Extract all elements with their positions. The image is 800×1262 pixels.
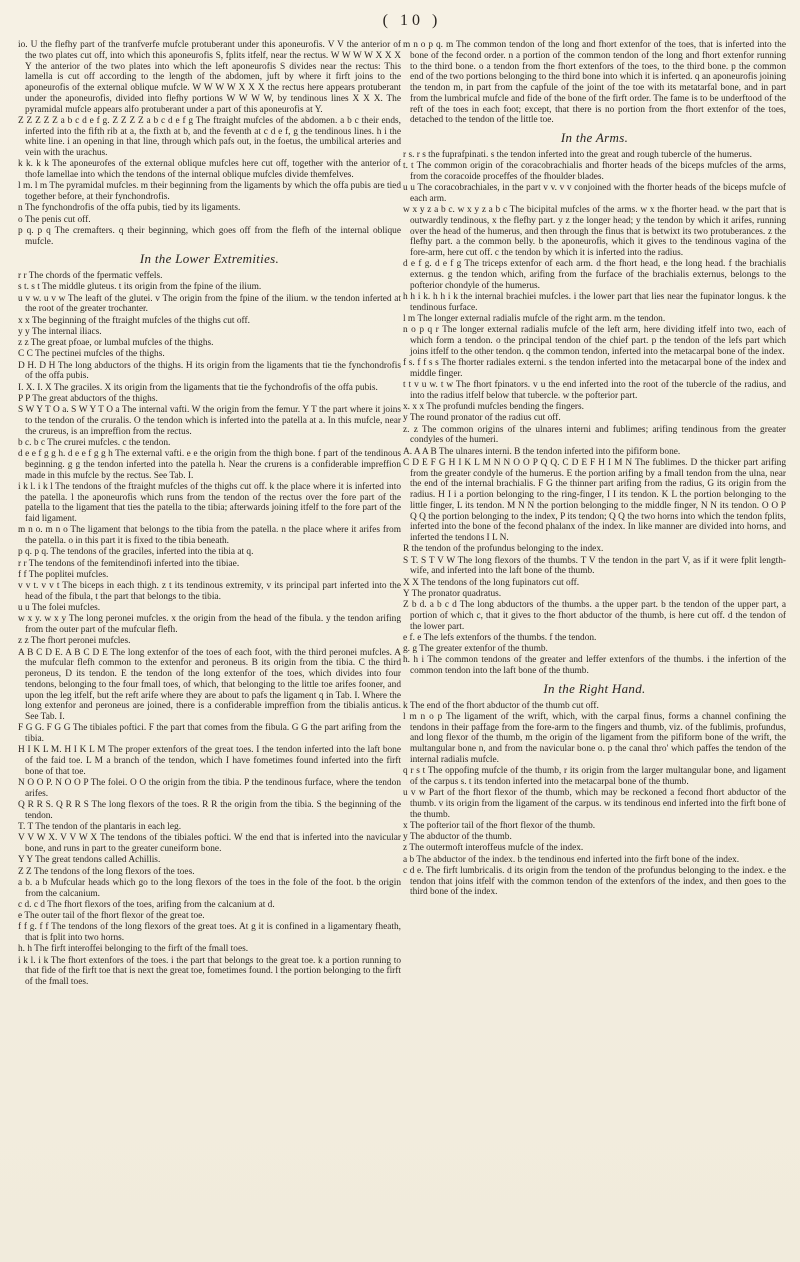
legend-entry: l m n o p The ligament of the wrift, which, with the carpal finus, forms a channel confining the tendons in their paffage from the fore-arm to the fingers and thumb, viz. of the fublimis, profundus, and long flexor of the thumb, m the origin of the ligament from the pifiform bone of the wrift, the multangular bone n, and from the navicular bone o. p the canal thro' which paffes the tendon of the internal radialis mufcle. (403, 711, 786, 765)
legend-entry: c d e. The firft lumbricalis. d its origin from the tendon of the profundus belonging to the index. e the tendon that joins itfelf with the common tendon of the extenfors of the index, and then goes to the third bone of the index. (403, 865, 786, 898)
legend-entry: r r The tendons of the femitendinofi inferted into the tibiae. (18, 558, 240, 569)
legend-entry: Q R R S. Q R R S The long flexors of the toes. R R the origin from the tibia. S the beginning of the tendon. (18, 800, 401, 821)
legend-entry: v v t. v v t The biceps in each thigh. z t its tendinous extremity, v its principal part inferted into the head of the fibula, t the part that belongs to the tibia. (18, 581, 401, 602)
section-heading: In the Arms. (560, 130, 629, 145)
legend-entry: A. A A B The ulnares interni. B the tendon inferted into the pifiform bone. (403, 446, 681, 457)
legend-entry: x. x x The profundi mufcles bending the fingers. (403, 402, 584, 412)
legend-entry: V V W X. V V W X The tendons of the tibiales poftici. W the end that is inferted into the navicular bone, and runs in part to the greater cuneiform bone. (18, 833, 401, 854)
legend-entry: m n o. m n o The ligament that belongs to the tibia from the patella. n the place where it arifes from the patella. o in this part it is fixed to the tibia beneath. (18, 525, 401, 546)
legend-entry: y The abductor of the thumb. (403, 832, 512, 842)
legend-entry: c d. c d The fhort flexors of the toes, arifing from the calcanium at d. (18, 899, 275, 910)
legend-entry: T. T The tendon of the plantaris in each leg. (18, 822, 182, 832)
legend-entry: h. h The firft interoffei belonging to the firft of the fmall toes. (18, 944, 249, 955)
legend-entry: w x y z a b c. w x y z a b c The bicipital mufcles of the arms. w x the fhorter head. w the part that is outwardly tendinous, x the flefhy part. y z the longer head; y the tendon by which it arifes, running over the head of the humerus, and then through the finus that is betwixt its two protuberances. z the flefhy part. a the common belly. b the aponeurofis, which it gives to the tendinous vagina of the fore-arm, here cut off. c the tendon by which it is inferted into the radius. (403, 205, 786, 258)
legend-entry: R the tendon of the profundus belonging to the index. (403, 544, 604, 555)
legend-entry: H I K L M. H I K L M The proper extenfors of the great toes. I the tendon inferted into the laft bone of the faid toe. L M a branch of the tendon, which I have fometimes found inferted into the firft bone of that toe. (18, 745, 401, 777)
legend-entry: w x y. w x y The long peronei mufcles. x the origin from the head of the fibula. y the tendon arifing from the outer part of the mufcular flefh. (18, 614, 401, 635)
legend-entry: e The outer tail of the fhort flexor of the great toe. (18, 911, 205, 921)
legend-entry: io. U the flefhy part of the tranfverfe mufcle protuberant under this aponeurofis. V V the anterior of the two plates cut off, into which this aponeurofis S, fplits itfelf, near the rectus. W W W W X X X Y the anterior of the two plates into which the left aponeurofis S divides near the rectus: This lamella is cut off according to the length of the abdomen, juft by where it firft joins to the aponeurofis of the external oblique mufcle. W W W W X X X the rectus here appears protuberant under the aponeurofis, divided into flefhy portions W W W W, by tendinous lines X X X. The pyramidal mufcle appears alfo protuberant under a part of this aponeurofis at Y. (18, 40, 401, 115)
legend-entry: a b The abductor of the index. b the tendinous end inferted into the firft bone of the index. (403, 854, 740, 865)
legend-entry: z z The fhort peronei mufcles. (18, 636, 131, 647)
legend-entry: X X The tendons of the long fupinators cut off. (403, 577, 580, 588)
legend-entry: Z Z Z Z Z a b c d e f g. Z Z Z Z a b c d e f g The ftraight mufcles of the abdomen. a b c their ends, inferted into the fifth rib at a, the fixth at b, and the feventh at c d e f, g the tendinous lines. h i the white line. i an opening in that line, through which pafs out, in the foetus, the umbilical arteries and vein with the urachus. (18, 115, 401, 158)
legend-entry: h. h i The common tendons of the greater and leffer extenfors of the thumbs. i the infertion of the common tendon into the laft bone of the thumb. (403, 655, 786, 676)
legend-entry: Y Y The great tendons called Achillis. (18, 855, 161, 866)
legend-entry: s t. s t The middle gluteus. t its origin from the fpine of the ilium. (18, 282, 262, 293)
legend-entry: e f. e The lefs extenfors of the thumbs. f the tendon. (403, 632, 597, 643)
legend-entry: o The penis cut off. (18, 214, 91, 225)
legend-entry: k k. k k The aponeurofes of the external oblique mufcles here cut off, together with the anterior of thofe lamellae into which the tendons of the internal oblique mufcles divide themfelves. (18, 159, 401, 180)
legend-entry: Z Z The tendons of the long flexors of the toes. (18, 866, 195, 877)
legend-entry: f f The poplitei mufcles. (18, 569, 109, 580)
right-column (403, 40, 786, 988)
text-columns (18, 40, 786, 988)
legend-entry: r s. r s the fuprafpinati. s the tendon inferted into the great and rough tubercle of the humerus. (403, 149, 752, 160)
legend-entry: I. X. I. X The graciles. X its origin from the ligaments that tie the fychondrofis of the offa pubis. (18, 382, 378, 393)
legend-entry: f f g. f f The tendons of the long flexors of the great toes. At g it is confined in a ligamentary fheath, that is fplit into two horns. (18, 922, 401, 943)
legend-entry: n o p q r The longer external radialis mufcle of the left arm, here dividing itfelf into two, each of which form a tendon. o the principal tendon of the chief part. p the tendon of the lefs part which joins itfelf to the other tendon. q the common tendon, inferted into the metacarpal bone of the index. (403, 325, 786, 357)
legend-entry: S W Y T O a. S W Y T O a The internal vafti. W the origin from the femur. Y T the part where it joins to the tendon of the cruralis. O the tendon which is inferted into the patella at a. In this mufcle, near the crureus, is an impreffion from the rectus. (18, 405, 401, 437)
section-heading: In the Right Hand. (543, 680, 646, 696)
legend-entry: S T. S T V W The long flexors of the thumbs. T V the tendon in the part V, as if it were fplit length-wife, and inferted into the laft bone of the thumb. (403, 555, 786, 577)
legend-entry: F G G. F G G The tibiales poftici. F the part that comes from the fibula. G G the part arifing from the tibia. (18, 723, 401, 744)
legend-entry: C D E F G H I K L M N N O O P Q Q. C D E F H I M N The fublimes. D the thicker part arifing from the greater condyle of the humerus. E the portion arifing by a fmall tendon from the ulna, near the end of the internal brachialis. F G the thinner part arifing from the radius, G its origin from the radius. H I i a portion belonging to the ring-finger, I I its tendon. K L the portion belonging to the little finger, L its tendon. M N N the portion belonging to the middle finger, N N its tendon. O O P Q Q the portion belonging to the index, P its tendon; Q Q the two horns into which the tendon fplits, inferted into the bone of the fecond phalanx of the index. In like manner are divided into horns, and inferted the tendons I L N. (403, 457, 786, 543)
legend-entry: A B C D E. A B C D E The long extenfor of the toes of each foot, with the third peronei mufcles. A the mufcular flefh common to the extenfor and peroneus. B its origin from the tibia. C the third peroneus, D its tendon. E the tendon of the long extenfor of the toes, which divides into four tendons, belonging to the four fmall toes, of which, that belonging to the little toe arifes fooner, and upon the leg itfelf, but the reft arife where they are about to pafs the ligament q in Tab. I. Where the long extenfor and peroneus are joined, there is a confiderable impreffion from the tibialis anticus. See Tab. I. (18, 647, 401, 722)
legend-entry: z z The great pfoae, or lumbal mufcles of the thighs. (18, 338, 214, 348)
legend-entry: z The outermoft interoffeus mufcle of the index. (403, 843, 584, 854)
legend-entry: z. z The common origins of the ulnares interni and fublimes; arifing tendinous from the greater condyles of the humeri. (403, 424, 786, 446)
legend-entry: p q. p q. The tendons of the graciles, inferted into the tibia at q. (18, 547, 254, 558)
legend-entry: N O O P. N O O P The folei. O O the origin from the tibia. P the tendinous furface, where the tendon arifes. (18, 778, 401, 799)
legend-entry: n The fynchondrofis of the offa pubis, tied by its ligaments. (18, 203, 241, 214)
legend-entry: u u The folei mufcles. (18, 603, 101, 613)
legend-entry: C C The pectinei mufcles of the thighs. (18, 349, 165, 360)
legend-entry: x x The beginning of the ftraight mufcles of the thighs cut off. (18, 315, 250, 326)
legend-entry: m n o p q. m The common tendon of the long and fhort extenfor of the toes, that is inferted into the bone of the fecond order. n a portion of the common tendon of the long and fhort extenfor running to the third bone. o a tendon from the fhort extenfors of the toes, to the third bone. p the common end of the two portions belonging to the third bone into which it is inferted. q an aponeurofis joining the tendon m, in part from the capfule of the joint of the toe with its metatarfal bone, and in part from the lumbrical mufcle and fide of the bone of the firft order. The fame is to be underftood of the reft of the toes in each foot; except, that there is no portion from the fhort extenfor of the toes, detached to the tendon of the little toe. (403, 40, 786, 126)
legend-entry: p q. p q The cremafters. q their beginning, which goes off from the flefh of the internal oblique mufcle. (18, 225, 401, 247)
legend-entry: k The end of the fhort abductor of the thumb cut off. (403, 700, 599, 711)
legend-entry: l m. l m The pyramidal mufcles. m their beginning from the ligaments by which the offa pubis are tied together before, at their fynchondrofis. (18, 181, 401, 202)
left-column (18, 40, 401, 988)
legend-entry: f s. f f s s The fhorter radiales externi. s the tendon inferted into the metacarpal bone of the index and middle finger. (403, 358, 786, 379)
legend-entry: b c. b c The crurei mufcles. c the tendon. (18, 437, 171, 448)
legend-entry: d e f g. d e f g The triceps extenfor of each arm. d the fhort head, e the long head. f the brachialis externus. g the tendon which, arifing from the furface of the brachialis externus, belongs to the pofterior chondyle of the humerus. (403, 259, 786, 291)
legend-entry: t t v u w. t w The fhort fpinators. v u the end inferted into the root of the tubercle of the radius, and into the radius itfelf below that tubercle. w the pofterior part. (403, 380, 786, 401)
legend-entry: i k l. i k l The tendons of the ftraight mufcles of the thighs cut off. k the place where it is inferted into the patella. l the aponeurofis which runs from the tendon of the rectus over the fore part of the patella to the ligament that ties the patella to the tibia; afterwards joining itfelf to the fore part of the faid ligament. (18, 481, 401, 524)
legend-entry: y The round pronator of the radius cut off. (403, 413, 561, 424)
page-number: ( 10 ) (382, 12, 442, 29)
legend-entry: r r The chords of the fpermatic veffels. (18, 271, 163, 281)
legend-entry: t. t The common origin of the coracobrachialis and fhorter heads of the biceps mufcles of the arms, from the coracoide proceffes of the fhoulder blades. (403, 161, 786, 182)
legend-entry: a b. a b Mufcular heads which go to the long flexors of the toes in the fole of the foot. b the origin from the calcanium. (18, 877, 401, 899)
legend-entry: u v w Part of the fhort flexor of the thumb, which may be reckoned a fecond fhort abductor of the thumb. v its origin from the ligament of the carpus. w its tendinous end inferted into the firft bone of the thumb. (403, 788, 786, 820)
legend-entry: D H. D H The long abductors of the thighs. H its origin from the ligaments that tie the fynchondrofis of the offa pubis. (18, 360, 401, 382)
section-heading: In the Lower Extremities. (139, 251, 280, 267)
legend-entry: q r s t The oppofing mufcle of the thumb, r its origin from the larger multangular bone, and ligament of the carpus s. t its tendon inferted into the metacarpal bone of the thumb. (403, 766, 786, 787)
legend-entry: Y The pronator quadratus. (403, 588, 502, 599)
legend-entry: u u The coracobrachiales, in the part v v. v v conjoined with the fhorter heads of the biceps mufcle of each arm. (403, 183, 786, 204)
legend-entry: l m The longer external radialis mufcle of the right arm. m the tendon. (403, 314, 666, 324)
legend-entry: P P The great abductors of the thighs. (18, 393, 158, 404)
legend-entry: i k l. i k The fhort extenfors of the toes. i the part that belongs to the great toe. k a portion running to that fide of the firft toe that is next the great toe, fometimes found. l the portion belonging to the firft of the fmall toes. (18, 955, 401, 987)
legend-entry: h h i k. h h i k the internal brachiei mufcles. i the lower part that lies near the fupinator longus. k the tendinous furface. (403, 292, 786, 313)
legend-entry: y y The internal iliacs. (18, 326, 102, 337)
legend-entry: d e e f g g h. d e e f g g h The external vafti. e e the origin from the thigh bone. f part of the tendinous beginning. g g the tendon inferted into the patella h. Near the crurens is a confiderable impreffion made in this mufcle by the rectus. See Tab. I. (18, 449, 401, 481)
legend-entry: g. g The greater extenfor of the thumb. (403, 644, 548, 654)
legend-entry: x The pofterior tail of the fhort flexor of the thumb. (403, 820, 596, 831)
legend-entry: u v w. u v w The leaft of the glutei. v The origin from the fpine of the ilium. w the tendon inferted at the root of the greater trochanter. (18, 293, 401, 315)
legend-entry: Z b d. a b c d The long abductors of the thumbs. a the upper part. b the tendon of the upper part, a portion of which c, that it gives to the fhort abductor of the thumb, is here cut off. d the tendon of the lower part. (403, 600, 786, 632)
